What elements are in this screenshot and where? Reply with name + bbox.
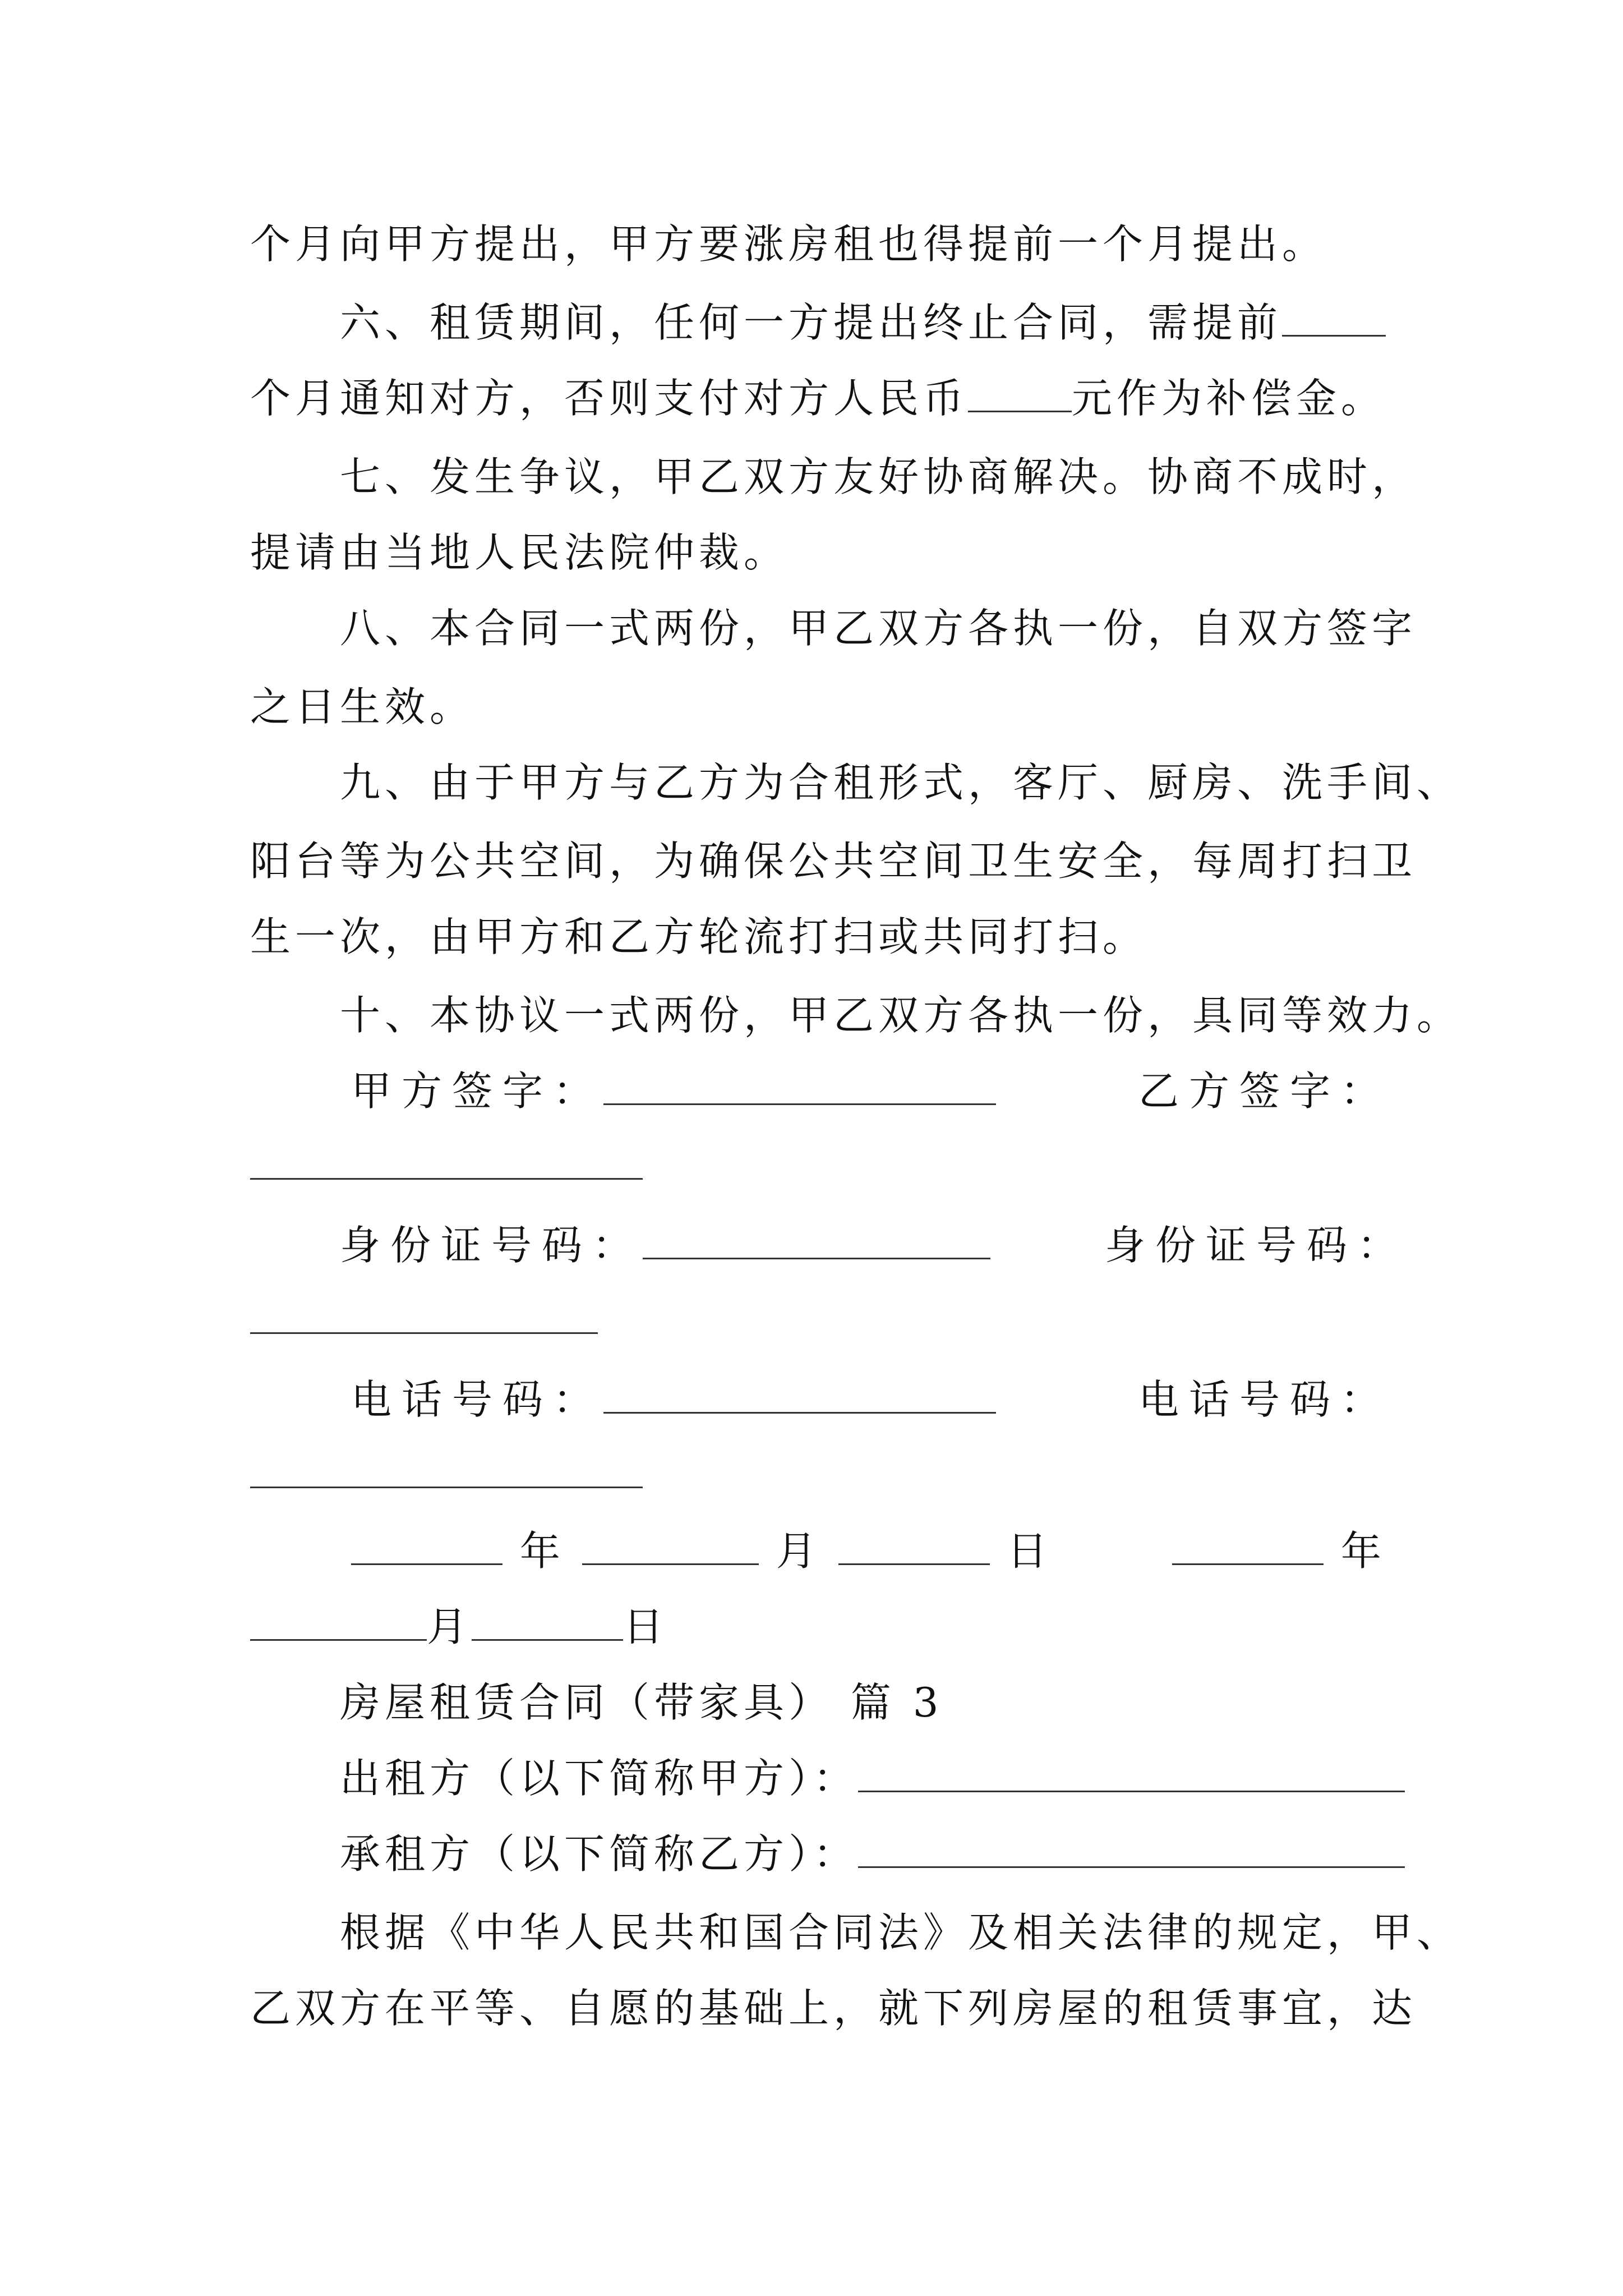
clause-nine: 九、由于甲方与乙方为合租形式，客厅、厨房、洗手间、 (340, 759, 1462, 806)
year-blank (1172, 1529, 1324, 1565)
text-line: 个月向甲方提出，甲方要涨房租也得提前一个月提出。 (250, 220, 1327, 268)
fill-blank (1282, 300, 1386, 337)
phone-blank (603, 1377, 996, 1414)
month-label: 月 (427, 1603, 472, 1650)
lessee-label: 承租方（以下简称乙方）： (340, 1830, 859, 1878)
day-blank (472, 1604, 623, 1641)
fill-blank (968, 376, 1072, 412)
date-party-b-month-day (250, 1599, 1394, 1655)
clause-ten: 十、本协议一式两份，甲乙双方各执一份，具同等效力。 (340, 992, 1462, 1039)
paragraph-line: 乙双方在平等、自愿的基础上，就下列房屋的租赁事宜，达 (250, 1985, 1417, 2032)
clause-six (340, 295, 1484, 351)
lessor-label: 出租方（以下简称甲方）： (340, 1755, 859, 1802)
date-party-b-year (1172, 1523, 1396, 1579)
text-line: 提请由当地人民法院仲裁。 (250, 529, 789, 576)
lessor-blank (858, 1756, 1405, 1792)
year-blank (351, 1529, 502, 1565)
month-blank (250, 1604, 427, 1641)
signature-blank (250, 1172, 643, 1180)
lessee-line (340, 1826, 1484, 1882)
day-blank (838, 1529, 990, 1565)
year-label: 年 (519, 1527, 565, 1575)
clause-eight: 八、本合同一式两份，甲乙双方各执一份，自双方签字 (340, 605, 1417, 652)
lessor-line (340, 1750, 1484, 1806)
id-blank (250, 1327, 598, 1334)
party-b-id-label: 身份证号码： (1105, 1222, 1408, 1269)
month-blank (582, 1529, 759, 1565)
month-label: 月 (776, 1527, 821, 1575)
signature-label: 甲方签字： (351, 1068, 604, 1115)
text-segment: 元作为补偿金。 (1072, 375, 1386, 422)
id-blank (643, 1223, 990, 1259)
phone-blank (250, 1481, 643, 1488)
text-line (250, 370, 1394, 426)
id-label: 身份证号码： (340, 1222, 643, 1269)
text-line: 生一次，由甲方和乙方轮流打扫或共同打扫。 (250, 913, 1148, 960)
text-line: 之日生效。 (250, 683, 475, 730)
text-segment: 个月通知对方，否则支付对方人民币 (250, 375, 969, 422)
year-label: 年 (1340, 1527, 1386, 1575)
party-b-signature-label: 乙方签字： (1138, 1068, 1391, 1115)
text-segment: 六、租赁期间，任何一方提出终止合同，需提前 (340, 299, 1283, 346)
clause-seven: 七、发生争议，甲乙双方友好协商解决。协商不成时， (340, 453, 1417, 500)
text-line: 阳台等为公共空间，为确保公共空间卫生安全，每周打扫卫 (250, 838, 1417, 885)
day-label: 日 (623, 1603, 668, 1650)
lessee-blank (858, 1832, 1405, 1868)
signature-blank (603, 1069, 996, 1105)
section-title: 房屋租赁合同（带家具） 篇 3 (340, 1679, 943, 1726)
party-b-phone-label: 电话号码： (1138, 1376, 1391, 1423)
paragraph-line: 根据《中华人民共和国合同法》及相关法律的规定，甲、 (340, 1909, 1462, 1956)
day-label: 日 (1007, 1527, 1052, 1575)
phone-label: 电话号码： (351, 1376, 604, 1423)
